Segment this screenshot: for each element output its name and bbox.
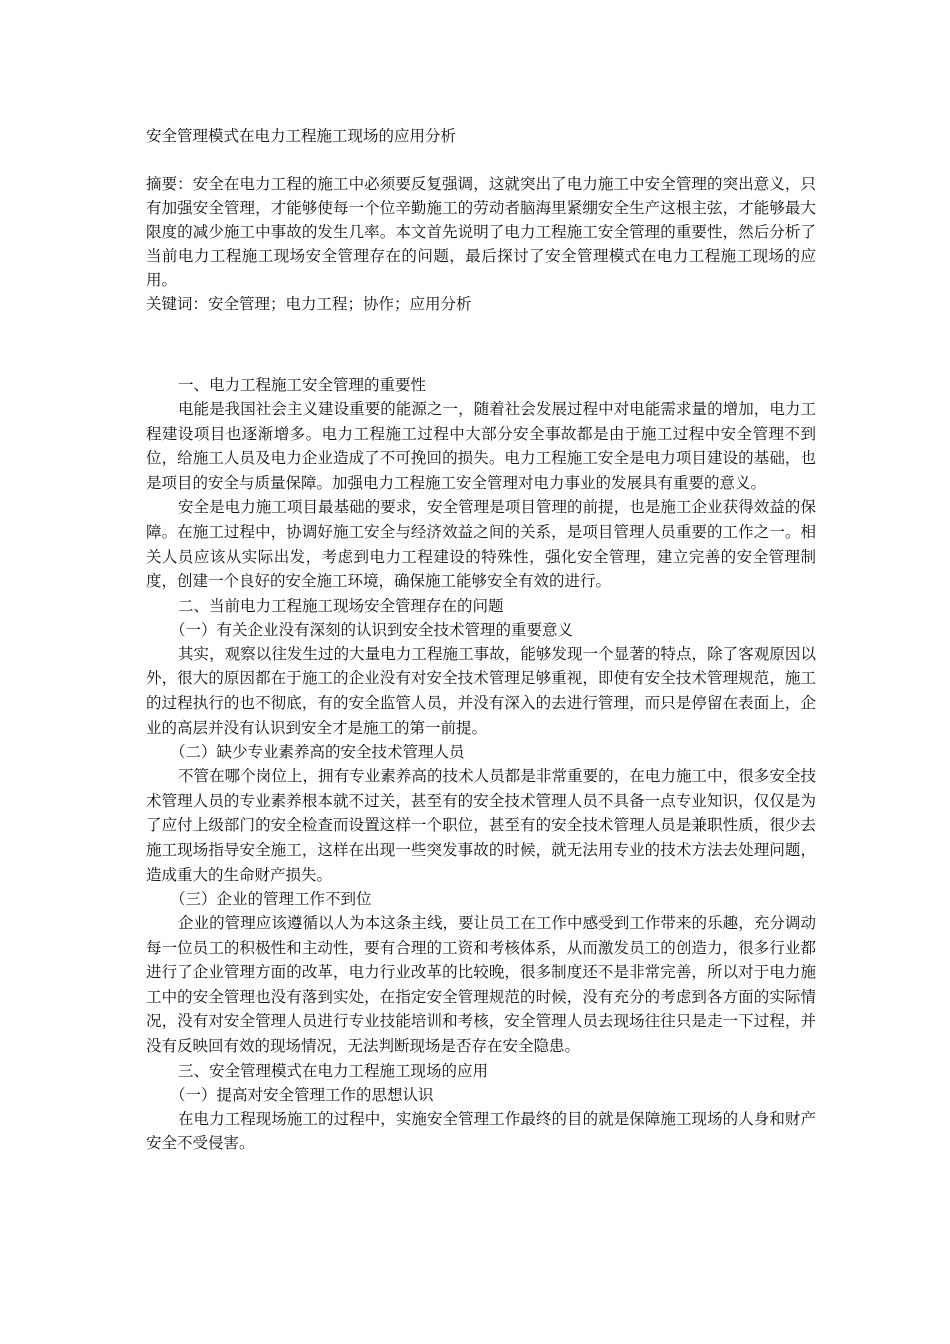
paragraph: 其实，观察以往发生过的大量电力工程施工事故，能够发现一个显著的特点，除了客观原因以外，很大的原因都在于施工的企业没有对安全技术管理足够重视，即使有安全技术管理规范，施工的过程执行的也不彻底，有的安全监管人员，并没有深入的去进行管理，而只是停留在表面上，企业的高层并没有认识到安全才是施工的第一前提。 [146, 644, 816, 737]
paragraph: 在电力工程现场施工的过程中，实施安全管理工作最终的目的就是保障施工现场的人身和财产安全不受侵害。 [146, 1109, 816, 1153]
section-heading-2: 二、当前电力工程施工现场安全管理存在的问题 [178, 596, 504, 615]
paragraph: 安全是电力施工项目最基础的要求，安全管理是项目管理的前提，也是施工企业获得效益的保障。在施工过程中，协调好施工安全与经济效益之间的关系，是项目管理人员重要的工作之一。相关人员应该从实际出发，考虑到电力工程建设的特殊性，强化安全管理，建立完善的安全管理制度，创建一个良好的安全施工环境，确保施工能够安全有效的进行。 [146, 498, 816, 591]
document-page [146, 124, 816, 1156]
subsection-heading: （三）企业的管理工作不到位 [170, 890, 372, 909]
keywords: 关键词：安全管理；电力工程；协作；应用分析 [146, 295, 472, 313]
subsection-heading: （一）提高对安全管理工作的思想认识 [170, 1085, 434, 1104]
document-body [146, 373, 816, 1156]
section-heading-3: 三、安全管理模式在电力工程施工现场的应用 [178, 1061, 489, 1080]
section-heading-1: 一、电力工程施工安全管理的重要性 [178, 376, 427, 394]
document-title: 安全管理模式在电力工程施工现场的应用分析 [146, 127, 457, 145]
paragraph: 不管在哪个岗位上，拥有专业素养高的技术人员都是非常重要的，在电力施工中，很多安全技术管理人员的专业素养根本就不过关，甚至有的安全技术管理人员不具备一点专业知识，仅仅是为了应付上级部门的安全检查而设置这样一个职位，甚至有的安全技术管理人员是兼职性质，很少去施工现场指导安全施工，这样在出现一些突发事故的时候，就无法用专业的技术方法去处理问题，造成重大的生命财产损失。 [146, 767, 816, 884]
abstract: 摘要：安全在电力工程的施工中必须要反复强调，这就突出了电力施工中安全管理的突出意义，只有加强安全管理，才能够使每一个位辛勤施工的劳动者脑海里紧绷安全生产这根主弦，才能够最大限度的减少施工中事故的发生几率。本文首先说明了电力工程施工安全管理的重要性，然后分析了当前电力工程施工现场安全管理存在的问题，最后探讨了安全管理模式在电力工程施工现场的应用。 [146, 175, 816, 289]
subsection-heading: （二）缺少专业素养高的安全技术管理人员 [170, 743, 465, 762]
paragraph: 企业的管理应该遵循以人为本这条主线，要让员工在工作中感受到工作带来的乐趣，充分调动每一位员工的积极性和主动性，要有合理的工资和考核体系，从而激发员工的创造力，很多行业都进行了企业管理方面的改革，电力行业改革的比较晚，很多制度还不是非常完善，所以对于电力施工中的安全管理也没有落到实处，在指定安全管理规范的时候，没有充分的考虑到各方面的实际情况，没有对安全管理人员进行专业技能培训和考核，安全管理人员去现场往往只是走一下过程，并没有反映回有效的现场情况，无法判断现场是否存在安全隐患。 [146, 914, 816, 1056]
paragraph: 电能是我国社会主义建设重要的能源之一，随着社会发展过程中对电能需求量的增加，电力工程建设项目也逐渐增多。电力工程施工过程中大部分安全事故都是由于施工过程中安全管理不到位，给施工人员及电力企业造成了不可挽回的损失。电力工程施工安全是电力项目建设的基础，也是项目的安全与质量保障。加强电力工程施工安全管理对电力事业的发展具有重要的意义。 [146, 400, 816, 492]
subsection-heading: （一）有关企业没有深刻的认识到安全技术管理的重要意义 [170, 620, 574, 639]
